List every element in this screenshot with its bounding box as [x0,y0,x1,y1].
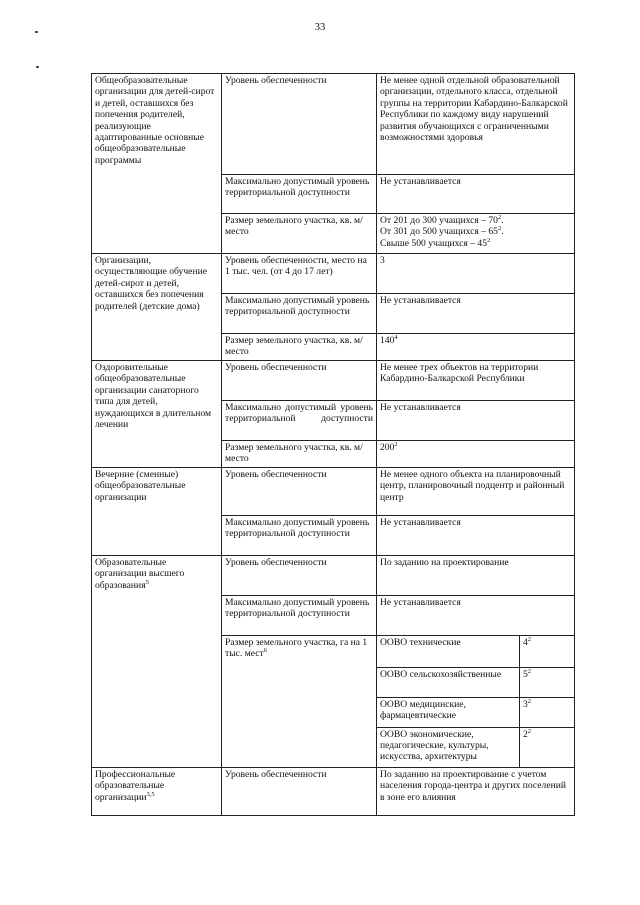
subtable-row [377,636,574,667]
indicator-cell: Максимально допустимый уровень территориальной доступности [222,294,377,334]
org-cell: Общеобразовательные организации для детей-сирот и детей, оставшихся без попечения родителей, реализующие адаптированные основные общеобразовательные программы [92,74,222,254]
indicator-cell: Максимально допустимый уровень территориальной доступности [222,401,377,441]
indicator-cell: Уровень обеспеченности [222,768,377,816]
value-cell: Не менее трех объектов на территории Кабардино-Балкарской Республики [377,361,575,401]
indicator-cell: Максимально допустимый уровень территориальной доступности [222,516,377,556]
indicator-cell: Максимально допустимый уровень территориальной доступности [222,596,377,636]
page-number: 33 [314,22,326,33]
subtable-name-cell: ООВО технические [377,636,520,667]
indicator-cell: Размер земельного участка, кв. м/место [222,334,377,361]
indicator-cell: Максимально допустимый уровень территориальной доступности [222,175,377,214]
org-cell: Организации, осуществляющие обучение детей-сирот и детей, оставшихся без попечения родителей (детские дома) [92,254,222,361]
value-cell: Не устанавливается [377,294,575,334]
org-cell: Оздоровительные общеобразовательные организации санаторного типа для детей, нуждающихся в длительном лечении [92,361,222,468]
value-cell: Не устанавливается [377,401,575,441]
subtable-name-cell: ООВО сельскохозяйственные [377,667,520,697]
value-cell: $140^4$ [377,334,575,361]
indicator-cell: Уровень обеспеченности [222,361,377,401]
table-row [92,768,575,816]
indicator-cell: Уровень обеспеченности, место на 1 тыс. чел. (от 4 до 17 лет) [222,254,377,294]
value-cell: Не менее одного объекта на планировочный центр, планировочный подцентр и районный центр [377,468,575,516]
campus-size-subtable [377,636,574,767]
value-cell: По заданию на проектирование с учетом населения города-центра и других поселений в зоне его влияния [377,768,575,816]
org-cell: Образовательные организации высшего образования$^5$ [92,556,222,768]
subtable-value-cell: $3^2$ [520,697,575,727]
indicator-cell: Уровень обеспеченности [222,468,377,516]
table-row [92,556,575,596]
subtable-name-cell: ООВО экономические, педагогические, культуры, искусства, архитектуры [377,727,520,767]
table-row [92,468,575,516]
indicator-cell: Уровень обеспеченности [222,556,377,596]
subtable-value-cell: $2^2$ [523,727,532,740]
subtable-value-cell: $4^2$ [520,636,575,667]
value-cell: Не устанавливается [377,596,575,636]
subtable-row [377,667,574,697]
table-row [92,254,575,294]
indicator-cell: Размер земельного участка, га на 1 тыс. мест$^6$ [222,636,377,768]
value-cell: Не устанавливается [377,516,575,556]
value-cell [377,636,575,768]
subtable-name-cell: ООВО медицинские, фармацевтические [377,697,520,727]
org-cell: Профессиональные образовательные организации$^{3,5}$ [92,768,222,816]
org-cell: Вечерние (сменные) общеобразовательные организации [92,468,222,556]
indicator-cell: Размер земельного участка, кв. м/место [222,441,377,468]
table-row [92,74,575,175]
value-cell: От 201 до 300 учащихся – $70^2$. От 301 до 500 учащихся – $65^2$. Свыше 500 учащихся – $45^2$ [377,214,575,254]
value-cell: По заданию на проектирование [377,556,575,596]
scan-speck [36,66,39,68]
subtable-row [377,697,574,727]
value-cell: $200^2$ [377,441,575,468]
value-cell: 3 [377,254,575,294]
scan-speck [35,31,38,33]
norms-table [91,73,575,816]
indicator-cell: Уровень обеспеченности [222,74,377,175]
indicator-cell: Размер земельного участка, кв. м/место [222,214,377,254]
value-cell: Не устанавливается [377,175,575,214]
subtable-row [377,727,574,767]
value-cell: Не менее одной отдельной образовательной организации, отдельного класса, отдельной группы на территории Кабардино-Балкарской Республики по каждому виду нарушений развития обучающихся с ограниченными возможностями здоровья [377,74,575,175]
table-row [92,361,575,401]
subtable-value-cell: $5^2$ [520,667,575,697]
